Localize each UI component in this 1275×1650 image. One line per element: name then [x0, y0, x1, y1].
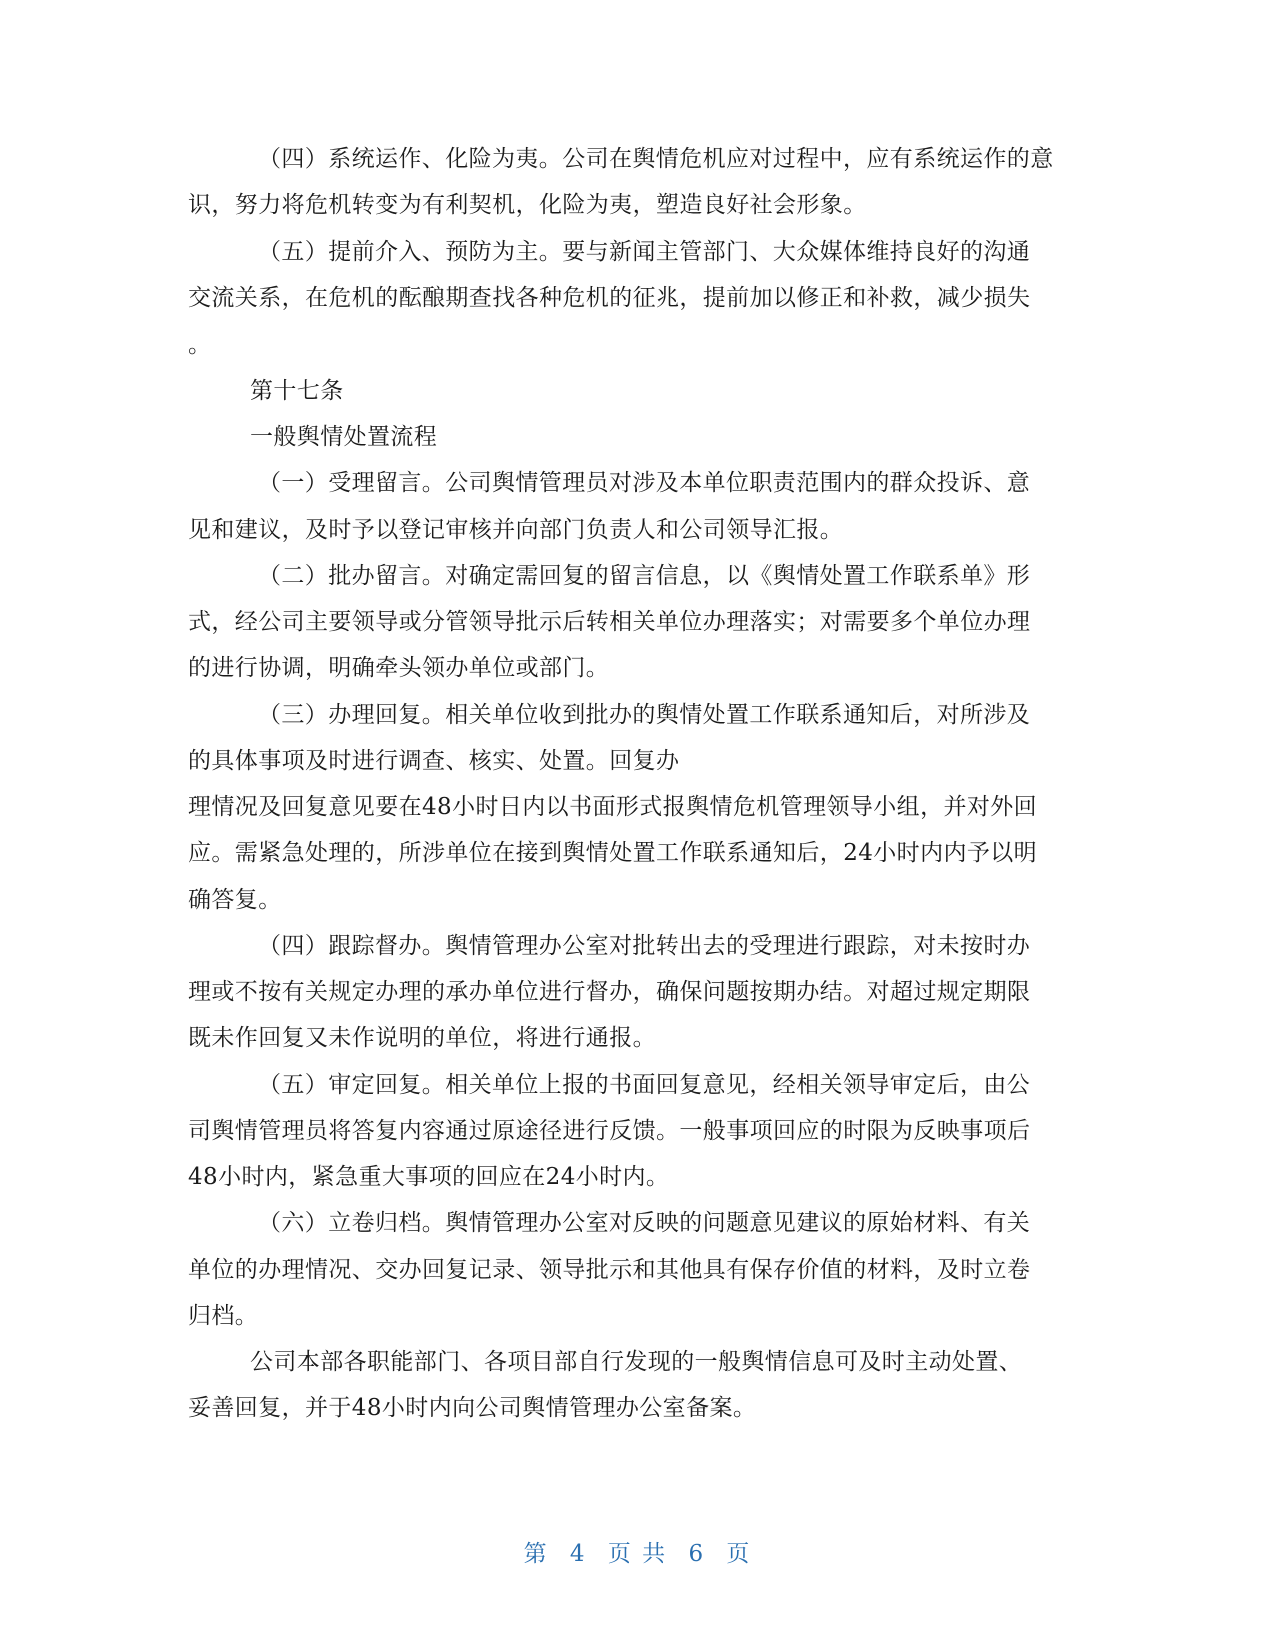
text-line: 理情况及回复意见要在48小时日内以书面形式报舆情危机管理领导小组，并对外回: [188, 794, 1038, 820]
text-line: 既未作回复又未作说明的单位，将进行通报。: [188, 1025, 656, 1051]
text-line: （三）办理回复。相关单位收到批办的舆情处置工作联系通知后，对所涉及: [258, 702, 1031, 728]
text-line: （五）审定回复。相关单位上报的书面回复意见，经相关领导审定后，由公: [258, 1072, 1031, 1098]
text-line: 的进行协调，明确牵头领办单位或部门。: [188, 655, 610, 681]
text-line: 司舆情管理员将答复内容通过原途径进行反馈。一般事项回应的时限为反映事项后: [188, 1118, 1031, 1144]
text-line: 识，努力将危机转变为有利契机，化险为夷，塑造良好社会形象。: [188, 192, 867, 218]
footer-middle: 页 共: [607, 1541, 668, 1567]
footer-current-page: 4: [569, 1541, 587, 1567]
section-heading: 一般舆情处置流程: [250, 424, 438, 450]
text-line: 应。需紧急处理的，所涉单位在接到舆情处置工作联系通知后，24小时内内予以明: [188, 840, 1038, 866]
text-line: 妥善回复，并于48小时内向公司舆情管理办公室备案。: [188, 1395, 757, 1421]
text-line: （二）批办留言。对确定需回复的留言信息，以《舆情处置工作联系单》形: [258, 563, 1031, 589]
text-line: 48小时内，紧急重大事项的回应在24小时内。: [188, 1164, 670, 1190]
text-line: 。: [188, 332, 212, 358]
text-line: 理或不按有关规定办理的承办单位进行督办，确保问题按期办结。对超过规定期限: [188, 979, 1031, 1005]
footer-prefix: 第: [523, 1541, 549, 1567]
text-line: 式，经公司主要领导或分管领导批示后转相关单位办理落实；对需要多个单位办理: [188, 609, 1031, 635]
text-line: 单位的办理情况、交办回复记录、领导批示和其他具有保存价值的材料，及时立卷: [188, 1257, 1031, 1283]
text-line: （一）受理留言。公司舆情管理员对涉及本单位职责范围内的群众投诉、意: [258, 470, 1031, 496]
text-line: 交流关系，在危机的酝酿期查找各种危机的征兆，提前加以修正和补救，减少损失: [188, 285, 1031, 311]
footer-total-pages: 6: [688, 1541, 706, 1567]
text-line: 归档。: [188, 1303, 259, 1329]
text-line: （六）立卷归档。舆情管理办公室对反映的问题意见建议的原始材料、有关: [258, 1210, 1031, 1236]
footer-suffix: 页: [726, 1541, 752, 1567]
text-line: 公司本部各职能部门、各项目部自行发现的一般舆情信息可及时主动处置、: [250, 1349, 1023, 1375]
text-line: （四）跟踪督办。舆情管理办公室对批转出去的受理进行跟踪，对未按时办: [258, 933, 1031, 959]
text-line: （五）提前介入、预防为主。要与新闻主管部门、大众媒体维持良好的沟通: [258, 239, 1031, 265]
article-heading: 第十七条: [250, 378, 344, 404]
text-line: 见和建议，及时予以登记审核并向部门负责人和公司领导汇报。: [188, 517, 844, 543]
text-line: 的具体事项及时进行调查、核实、处置。回复办: [188, 748, 680, 774]
page-footer: [0, 1535, 1275, 1568]
text-line: （四）系统运作、化险为夷。公司在舆情危机应对过程中，应有系统运作的意: [258, 146, 1054, 172]
text-line: 确答复。: [188, 887, 282, 913]
